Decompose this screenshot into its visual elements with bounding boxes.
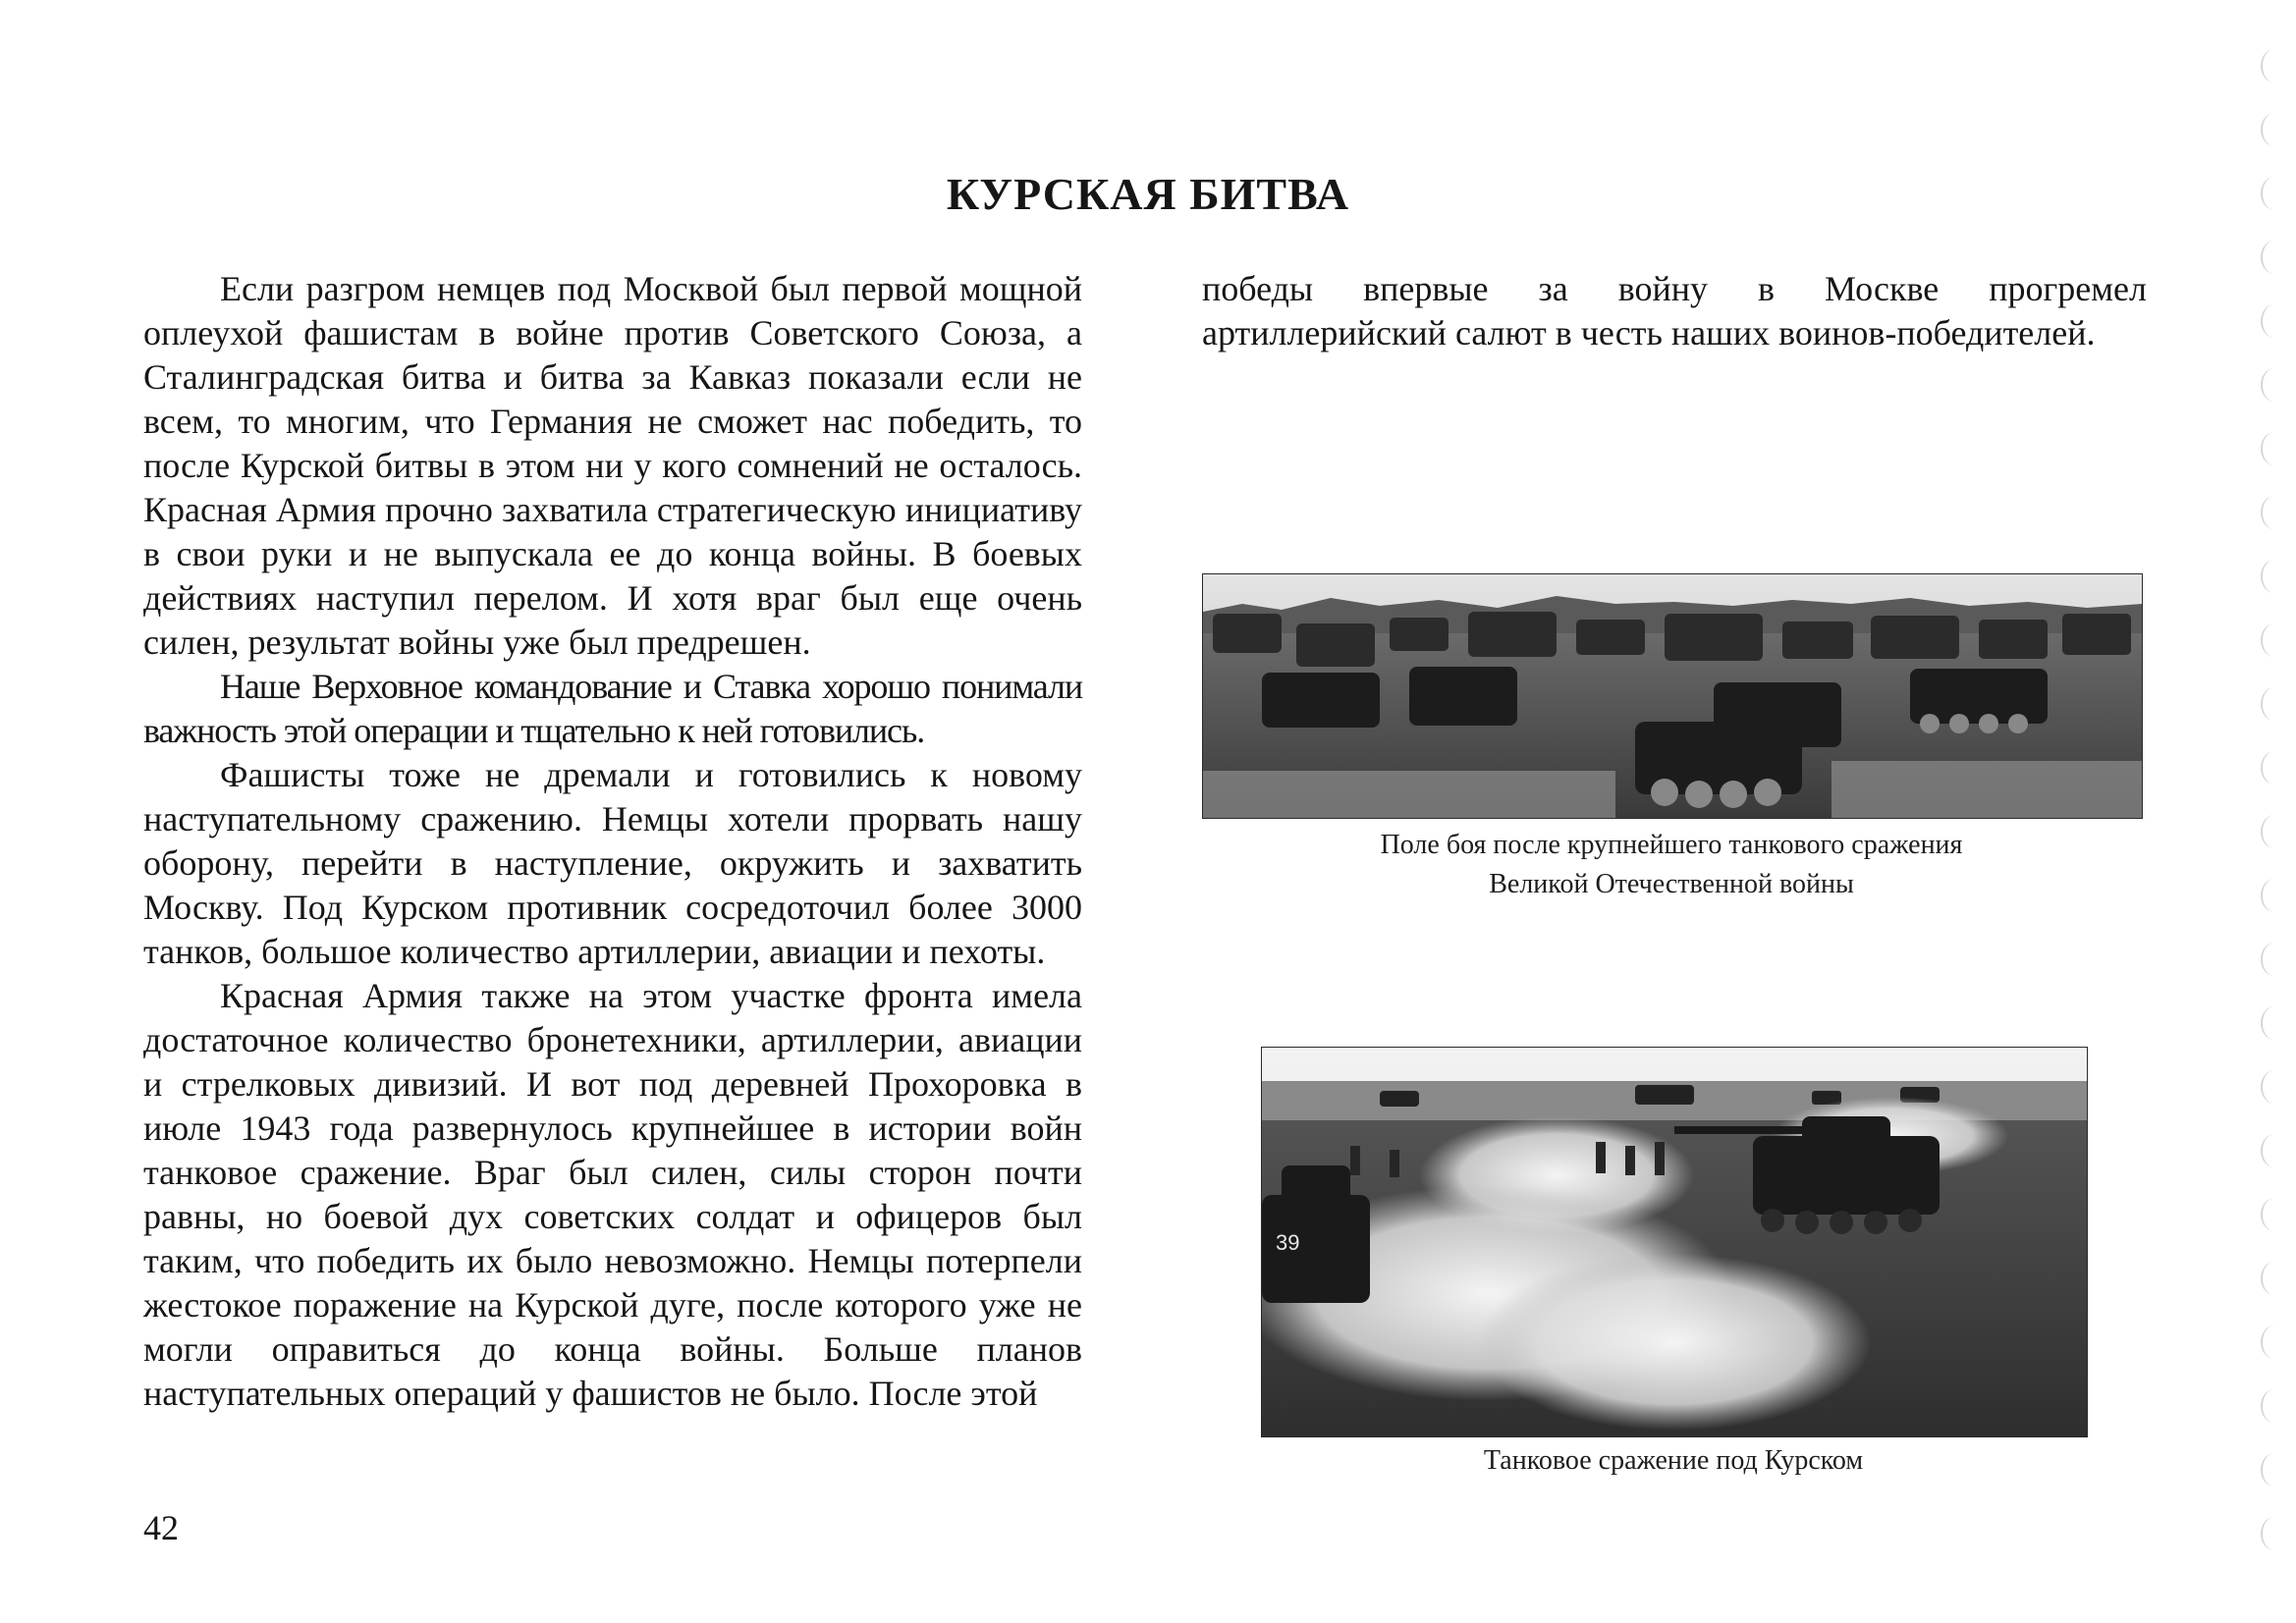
binding-ring bbox=[2261, 751, 2288, 784]
binding-ring bbox=[2261, 432, 2288, 465]
tank-number-39: 39 bbox=[1276, 1230, 1300, 1255]
paragraph-3: Фашисты тоже не дремали и готовились к новому наступательному сражению. Немцы хотели прорвать нашу оборону, перейти в наступление, окружить и захватить Москву. Под Курском противник сосредоточил более 3000 танков, большое количество артиллерии, авиации и пехоты. bbox=[143, 755, 1082, 971]
binding-ring bbox=[2261, 879, 2288, 912]
paragraph-continuation: победы впервые за войну в Москве прогремел артиллерийский салют в честь наших воинов-победителей. bbox=[1202, 269, 2147, 352]
binding-ring bbox=[2261, 241, 2288, 274]
binding-ring bbox=[2261, 177, 2288, 210]
right-column bbox=[1202, 267, 2147, 355]
binding-ring bbox=[2261, 1389, 2288, 1423]
binding-ring bbox=[2261, 49, 2288, 82]
binding-ring bbox=[2261, 1006, 2288, 1040]
page-title: КУРСКАЯ БИТВА bbox=[946, 169, 1350, 219]
binding-ring bbox=[2261, 113, 2288, 146]
paragraph-2: Наше Верховное командование и Ставка хорошо понимали важность этой операции и тщательно к ней готовились. bbox=[143, 667, 1082, 750]
binding-ring bbox=[2261, 815, 2288, 848]
binding-ring bbox=[2261, 687, 2288, 721]
binding-ring bbox=[2261, 1134, 2288, 1167]
binding-ring bbox=[2261, 1325, 2288, 1359]
tank-battle-photo-caption: Танковое сражение под Курском bbox=[1483, 1445, 1864, 1476]
caption-line: Великой Отечественной войны bbox=[1489, 869, 1854, 899]
page-number: 42 bbox=[143, 1508, 179, 1547]
binding-ring bbox=[2261, 304, 2288, 338]
binding-ring bbox=[2261, 1453, 2288, 1487]
binding-ring bbox=[2261, 496, 2288, 529]
left-column bbox=[143, 267, 1082, 1416]
binding-ring bbox=[2261, 1070, 2288, 1104]
binding-ring bbox=[2261, 1517, 2288, 1550]
caption-line: Поле боя после крупнейшего танкового сражения bbox=[1380, 830, 1963, 860]
battlefield-photo bbox=[1202, 573, 2143, 819]
binding-ring bbox=[2261, 943, 2288, 976]
binding-rings bbox=[2261, 49, 2290, 1600]
binding-ring bbox=[2261, 1198, 2288, 1231]
paragraph-1: Если разгром немцев под Москвой был первой мощной оплеухой фашистам в войне против Советского Союза, а Сталинградская битва и битва за Кавказ показали если не всем, то многим, что Германия не сможет нас победить, то после Курской битвы в этом ни у кого сомнений не осталось. Красная Армия прочно захватила стратегическую инициативу в свои руки и не выпускала ее до конца войны. В боевых действиях наступил перелом. И хотя враг был еще очень силен, результат войны уже был предрешен. bbox=[143, 269, 1082, 662]
binding-ring bbox=[2261, 368, 2288, 402]
binding-ring bbox=[2261, 560, 2288, 593]
tank-battle-photo bbox=[1261, 1047, 2088, 1437]
binding-ring bbox=[2261, 1262, 2288, 1295]
binding-ring bbox=[2261, 623, 2288, 657]
battlefield-photo-caption bbox=[1202, 826, 2141, 904]
paragraph-4: Красная Армия также на этом участке фронта имела достаточное количество бронетехники, артиллерии, авиации и стрелковых дивизий. И вот под деревней Прохоровка в июле 1943 года развернулось крупнейшее в истории войн танковое сражение. Враг был силен, силы сторон почти равны, но боевой дух советских солдат и офицеров был таким, что победить их было невозможно. Немцы потерпели жестокое поражение на Курской дуге, после которого уже не могли оправиться до конца войны. Больше планов наступательных операций у фашистов не было. После этой bbox=[143, 976, 1082, 1413]
